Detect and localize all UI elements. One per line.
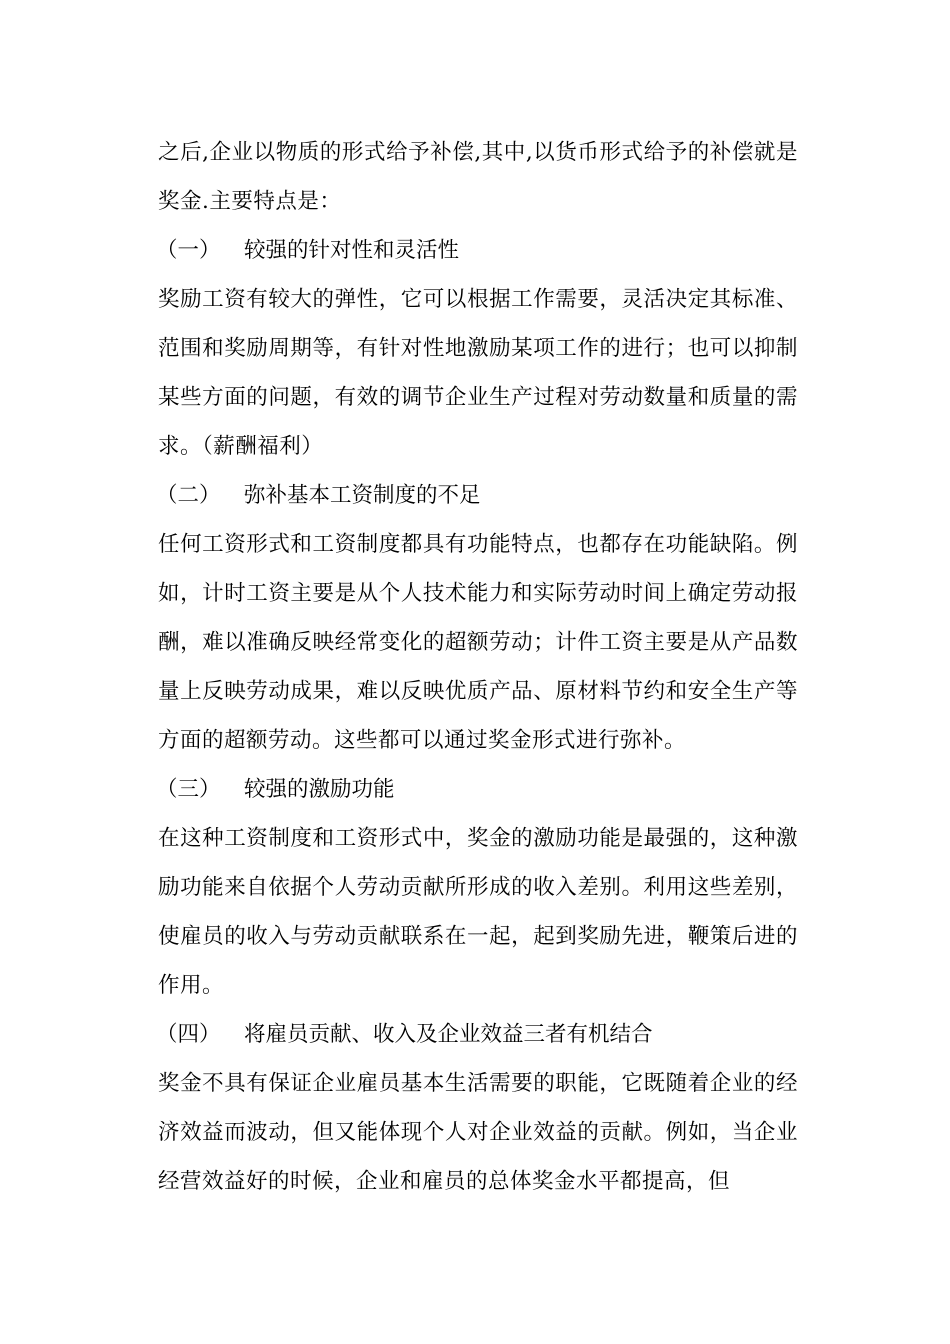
section-title: 较强的激励功能 bbox=[244, 777, 395, 802]
document-body bbox=[158, 128, 798, 1206]
section-paragraph-4: 奖金不具有保证企业雇员基本生活需要的职能，它既随着企业的经济效益而波动，但又能体现个人对企业效益的贡献。例如，当企业经营效益好的时候，企业和雇员的总体奖金水平都提高，但 bbox=[158, 1071, 798, 1194]
section-paragraph-3: 在这种工资制度和工资形式中，奖金的激励功能是最强的，这种激励功能来自依据个人劳动贡献所形成的收入差别。利用这些差别，使雇员的收入与劳动贡献联系在一起，起到奖励先进，鞭策后进的作用。 bbox=[158, 826, 798, 998]
section-heading-2 bbox=[158, 471, 798, 520]
section-number: （四） bbox=[156, 1022, 221, 1047]
intro-paragraph: 之后,企业以物质的形式给予补偿,其中,以货币形式给予的补偿就是奖金.主要特点是： bbox=[158, 140, 798, 214]
section-heading-3 bbox=[158, 765, 798, 814]
section-number: （一） bbox=[156, 238, 221, 263]
section-heading-1 bbox=[158, 226, 798, 275]
section-title: 较强的针对性和灵活性 bbox=[244, 238, 460, 263]
section-paragraph-1: 奖励工资有较大的弹性，它可以根据工作需要，灵活决定其标准、范围和奖励周期等，有针对性地激励某项工作的进行；也可以抑制某些方面的问题，有效的调节企业生产过程对劳动数量和质量的需求。（薪酬福利） bbox=[158, 287, 798, 459]
section-title: 弥补基本工资制度的不足 bbox=[244, 483, 481, 508]
section-number: （二） bbox=[156, 483, 221, 508]
section-heading-4 bbox=[158, 1010, 798, 1059]
section-paragraph-2: 任何工资形式和工资制度都具有功能特点，也都存在功能缺陷。例如，计时工资主要是从个人技术能力和实际劳动时间上确定劳动报酬，难以准确反映经常变化的超额劳动；计件工资主要是从产品数量上反映劳动成果，难以反映优质产品、原材料节约和安全生产等方面的超额劳动。这些都可以通过奖金形式进行弥补。 bbox=[158, 532, 798, 753]
section-title: 将雇员贡献、收入及企业效益三者有机结合 bbox=[244, 1022, 653, 1047]
section-number: （三） bbox=[156, 777, 221, 802]
